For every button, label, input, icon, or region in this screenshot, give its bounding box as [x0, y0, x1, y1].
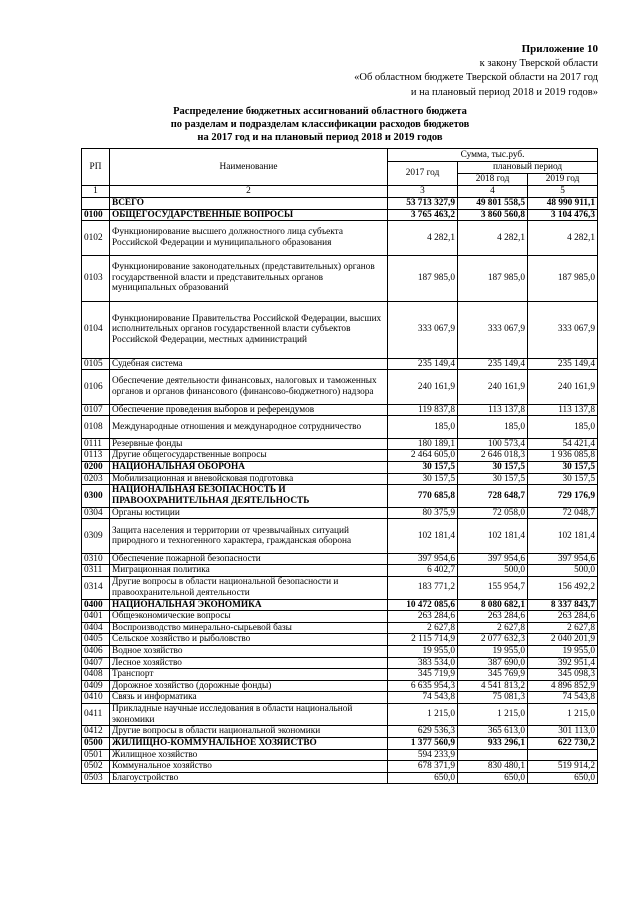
row-name: Дорожное хозяйство (дорожные фонды) — [110, 680, 388, 692]
row-value-2019: 500,0 — [528, 565, 598, 577]
row-value-2019: 3 104 476,3 — [528, 209, 598, 221]
appendix-header — [354, 42, 598, 100]
row-name: Функционирование высшего должностного лица субъекта Российской Федерации и муниципального образования — [110, 221, 388, 256]
table-row — [82, 761, 598, 773]
table-row — [82, 680, 598, 692]
row-value-2017: 6 635 954,3 — [388, 680, 458, 692]
row-code: 0412 — [82, 726, 110, 738]
row-value-2018: 100 573,4 — [458, 438, 528, 450]
document-title — [0, 105, 640, 144]
row-value-2019: 19 955,0 — [528, 645, 598, 657]
row-name: НАЦИОНАЛЬНАЯ БЕЗОПАСНОСТЬ И ПРАВООХРАНИТЕЛЬНАЯ ДЕЯТЕЛЬНОСТЬ — [110, 485, 388, 508]
row-value-2017: 30 157,5 — [388, 462, 458, 474]
row-value-2017: 30 157,5 — [388, 473, 458, 485]
row-code: 0108 — [82, 416, 110, 439]
row-value-2018: 4 282,1 — [458, 221, 528, 256]
row-name: Связь и информатика — [110, 692, 388, 704]
row-value-2018: 8 080 682,1 — [458, 599, 528, 611]
table-row — [82, 507, 598, 519]
row-name: Функционирование законодательных (представительных) органов государственной власти и представительных органов муниципальных образований — [110, 255, 388, 301]
row-value-2018: 3 860 560,8 — [458, 209, 528, 221]
row-value-2017: 185,0 — [388, 416, 458, 439]
row-value-2017: 235 149,4 — [388, 358, 458, 370]
row-value-2018: 830 480,1 — [458, 761, 528, 773]
row-name: ВСЕГО — [110, 198, 388, 210]
row-name: Общеэкономические вопросы — [110, 611, 388, 623]
row-value-2019: 519 914,2 — [528, 761, 598, 773]
row-value-2019: 185,0 — [528, 416, 598, 439]
row-value-2017: 2 627,8 — [388, 622, 458, 634]
table-row — [82, 221, 598, 256]
row-code: 0314 — [82, 577, 110, 600]
row-name: Судебная система — [110, 358, 388, 370]
table-row — [82, 565, 598, 577]
row-name: Функционирование Правительства Российской Федерации, высших исполнительных органов государственной власти субъектов Российской Федерации, местных администраций — [110, 301, 388, 358]
row-code: 0500 — [82, 737, 110, 749]
row-value-2017: 6 402,7 — [388, 565, 458, 577]
row-code: 0102 — [82, 221, 110, 256]
row-value-2018: 185,0 — [458, 416, 528, 439]
row-value-2018: 333 067,9 — [458, 301, 528, 358]
row-value-2017: 2 464 605,0 — [388, 450, 458, 462]
table-row — [82, 669, 598, 681]
table-row — [82, 611, 598, 623]
row-value-2017: 10 472 085,6 — [388, 599, 458, 611]
row-value-2017: 180 189,1 — [388, 438, 458, 450]
row-name: Жилищное хозяйство — [110, 749, 388, 761]
row-value-2018: 365 613,0 — [458, 726, 528, 738]
row-value-2017: 345 719,9 — [388, 669, 458, 681]
row-value-2019 — [528, 749, 598, 761]
row-value-2018: 263 284,6 — [458, 611, 528, 623]
row-value-2017: 1 215,0 — [388, 703, 458, 726]
row-code: 0411 — [82, 703, 110, 726]
row-name: НАЦИОНАЛЬНАЯ ЭКОНОМИКА — [110, 599, 388, 611]
appendix-line-1: к закону Тверской области — [479, 57, 598, 69]
row-value-2019: 2 040 201,9 — [528, 634, 598, 646]
row-code: 0502 — [82, 761, 110, 773]
table-row — [82, 416, 598, 439]
row-name: Обеспечение пожарной безопасности — [110, 553, 388, 565]
table-row — [82, 255, 598, 301]
row-value-2019: 102 181,4 — [528, 519, 598, 554]
row-value-2017: 629 536,3 — [388, 726, 458, 738]
row-value-2018: 30 157,5 — [458, 462, 528, 474]
row-name: Благоустройство — [110, 772, 388, 784]
row-value-2019: 48 990 911,1 — [528, 198, 598, 210]
row-value-2018: 2 627,8 — [458, 622, 528, 634]
header-2017: 2017 год — [388, 162, 458, 186]
row-value-2017: 1 377 560,9 — [388, 737, 458, 749]
header-num-3: 3 — [388, 186, 458, 198]
row-code: 0400 — [82, 599, 110, 611]
row-value-2019: 1 215,0 — [528, 703, 598, 726]
row-value-2019: 72 048,7 — [528, 507, 598, 519]
row-value-2019: 54 421,4 — [528, 438, 598, 450]
row-value-2019: 333 067,9 — [528, 301, 598, 358]
table-row — [82, 634, 598, 646]
row-value-2019: 8 337 843,7 — [528, 599, 598, 611]
row-code: 0105 — [82, 358, 110, 370]
row-code: 0104 — [82, 301, 110, 358]
table-row — [82, 485, 598, 508]
row-value-2018: 2 077 632,3 — [458, 634, 528, 646]
table-row — [82, 599, 598, 611]
row-value-2017: 650,0 — [388, 772, 458, 784]
table-row — [82, 622, 598, 634]
header-rp: РП — [82, 149, 110, 186]
table-row — [82, 645, 598, 657]
appendix-line-3: и на плановый период 2018 и 2019 годов» — [410, 86, 598, 98]
row-value-2017: 263 284,6 — [388, 611, 458, 623]
table-row — [82, 301, 598, 358]
table-row — [82, 737, 598, 749]
row-value-2017: 80 375,9 — [388, 507, 458, 519]
row-value-2019: 30 157,5 — [528, 473, 598, 485]
row-name: Транспорт — [110, 669, 388, 681]
table-row — [82, 473, 598, 485]
row-value-2018: 2 646 018,3 — [458, 450, 528, 462]
table-body — [82, 198, 598, 784]
header-sum: Сумма, тыс.руб. — [388, 149, 598, 162]
row-code: 0200 — [82, 462, 110, 474]
title-line-1: Распределение бюджетных ассигнований областного бюджета — [173, 106, 467, 117]
row-code: 0111 — [82, 438, 110, 450]
row-value-2018: 187 985,0 — [458, 255, 528, 301]
row-name: ОБЩЕГОСУДАРСТВЕННЫЕ ВОПРОСЫ — [110, 209, 388, 221]
row-value-2017: 3 765 463,2 — [388, 209, 458, 221]
budget-table — [81, 148, 598, 784]
row-name: Международные отношения и международное сотрудничество — [110, 416, 388, 439]
row-name: Другие вопросы в области национальной экономики — [110, 726, 388, 738]
header-2018: 2018 год — [458, 174, 528, 186]
header-num-5: 5 — [528, 186, 598, 198]
row-code: 0410 — [82, 692, 110, 704]
row-code: 0300 — [82, 485, 110, 508]
row-name: НАЦИОНАЛЬНАЯ ОБОРОНА — [110, 462, 388, 474]
table-row — [82, 519, 598, 554]
row-code: 0405 — [82, 634, 110, 646]
row-value-2018: 650,0 — [458, 772, 528, 784]
row-name: Миграционная политика — [110, 565, 388, 577]
row-name: ЖИЛИЩНО-КОММУНАЛЬНОЕ ХОЗЯЙСТВО — [110, 737, 388, 749]
row-name: Защита населения и территории от чрезвычайных ситуаций природного и техногенного характера, гражданская оборона — [110, 519, 388, 554]
table-row — [82, 772, 598, 784]
row-value-2017: 119 837,8 — [388, 404, 458, 416]
table-row — [82, 577, 598, 600]
table-row — [82, 726, 598, 738]
row-name: Сельское хозяйство и рыболовство — [110, 634, 388, 646]
table-header — [82, 149, 598, 198]
header-num-1: 1 — [82, 186, 110, 198]
row-value-2017: 383 534,0 — [388, 657, 458, 669]
table-row — [82, 438, 598, 450]
row-code: 0311 — [82, 565, 110, 577]
row-value-2017: 53 713 327,9 — [388, 198, 458, 210]
row-code: 0113 — [82, 450, 110, 462]
title-line-3: на 2017 год и на плановый период 2018 и 2019 годов — [197, 132, 443, 143]
table-row — [82, 209, 598, 221]
row-value-2019: 263 284,6 — [528, 611, 598, 623]
row-value-2018: 933 296,1 — [458, 737, 528, 749]
row-value-2017: 333 067,9 — [388, 301, 458, 358]
row-name: Резервные фонды — [110, 438, 388, 450]
row-value-2017: 397 954,6 — [388, 553, 458, 565]
row-value-2018: 397 954,6 — [458, 553, 528, 565]
row-code: 0103 — [82, 255, 110, 301]
row-value-2017: 678 371,9 — [388, 761, 458, 773]
row-value-2019: 74 543,8 — [528, 692, 598, 704]
row-code: 0408 — [82, 669, 110, 681]
row-value-2019: 30 157,5 — [528, 462, 598, 474]
table-row — [82, 703, 598, 726]
row-value-2019: 187 985,0 — [528, 255, 598, 301]
row-code: 0503 — [82, 772, 110, 784]
row-code: 0203 — [82, 473, 110, 485]
row-code: 0107 — [82, 404, 110, 416]
row-code: 0304 — [82, 507, 110, 519]
row-value-2017: 770 685,8 — [388, 485, 458, 508]
row-value-2019: 1 936 085,8 — [528, 450, 598, 462]
row-value-2018 — [458, 749, 528, 761]
appendix-line-2: «Об областном бюджете Тверской области на 2017 год — [354, 72, 598, 83]
row-value-2018: 30 157,5 — [458, 473, 528, 485]
row-code: 0404 — [82, 622, 110, 634]
row-value-2017: 2 115 714,9 — [388, 634, 458, 646]
row-name: Коммунальное хозяйство — [110, 761, 388, 773]
row-code: 0407 — [82, 657, 110, 669]
row-name: Воспроизводство минерально-сырьевой базы — [110, 622, 388, 634]
row-code: 0309 — [82, 519, 110, 554]
row-name: Другие общегосударственные вопросы — [110, 450, 388, 462]
header-plan-period: плановый период — [458, 162, 598, 174]
row-value-2018: 500,0 — [458, 565, 528, 577]
appendix-title: Приложение 10 — [521, 43, 598, 55]
row-value-2017: 187 985,0 — [388, 255, 458, 301]
row-value-2017: 240 161,9 — [388, 370, 458, 405]
row-value-2017: 594 233,9 — [388, 749, 458, 761]
row-value-2017: 183 771,2 — [388, 577, 458, 600]
header-2019: 2019 год — [528, 174, 598, 186]
row-value-2018: 1 215,0 — [458, 703, 528, 726]
table-row — [82, 657, 598, 669]
row-value-2017: 102 181,4 — [388, 519, 458, 554]
row-value-2018: 72 058,0 — [458, 507, 528, 519]
row-name: Обеспечение проведения выборов и референдумов — [110, 404, 388, 416]
row-code: 0100 — [82, 209, 110, 221]
table-row — [82, 692, 598, 704]
row-value-2018: 49 801 558,5 — [458, 198, 528, 210]
row-value-2017: 74 543,8 — [388, 692, 458, 704]
row-code: 0401 — [82, 611, 110, 623]
row-value-2019: 622 730,2 — [528, 737, 598, 749]
row-value-2019: 4 896 852,9 — [528, 680, 598, 692]
row-value-2017: 4 282,1 — [388, 221, 458, 256]
row-value-2018: 113 137,8 — [458, 404, 528, 416]
row-value-2019: 392 951,4 — [528, 657, 598, 669]
row-value-2019: 113 137,8 — [528, 404, 598, 416]
row-code: 0406 — [82, 645, 110, 657]
row-value-2019: 650,0 — [528, 772, 598, 784]
row-value-2019: 156 492,2 — [528, 577, 598, 600]
row-name: Лесное хозяйство — [110, 657, 388, 669]
row-value-2018: 345 769,9 — [458, 669, 528, 681]
row-value-2018: 4 541 813,2 — [458, 680, 528, 692]
row-value-2018: 240 161,9 — [458, 370, 528, 405]
row-value-2018: 102 181,4 — [458, 519, 528, 554]
row-name: Водное хозяйство — [110, 645, 388, 657]
table-row — [82, 462, 598, 474]
row-value-2019: 4 282,1 — [528, 221, 598, 256]
row-name: Органы юстиции — [110, 507, 388, 519]
row-value-2018: 75 081,3 — [458, 692, 528, 704]
table-row — [82, 370, 598, 405]
row-name: Прикладные научные исследования в области национальной экономики — [110, 703, 388, 726]
header-num-4: 4 — [458, 186, 528, 198]
row-name: Мобилизационная и вневойсковая подготовка — [110, 473, 388, 485]
row-code — [82, 198, 110, 210]
row-value-2019: 345 098,3 — [528, 669, 598, 681]
row-value-2019: 729 176,9 — [528, 485, 598, 508]
row-code: 0310 — [82, 553, 110, 565]
row-value-2019: 2 627,8 — [528, 622, 598, 634]
row-value-2017: 19 955,0 — [388, 645, 458, 657]
title-line-2: по разделам и подразделам классификации расходов бюджетов — [170, 119, 470, 130]
row-value-2018: 387 690,0 — [458, 657, 528, 669]
row-code: 0106 — [82, 370, 110, 405]
row-value-2019: 240 161,9 — [528, 370, 598, 405]
table-row — [82, 553, 598, 565]
row-value-2018: 155 954,7 — [458, 577, 528, 600]
row-value-2018: 19 955,0 — [458, 645, 528, 657]
row-value-2019: 301 113,0 — [528, 726, 598, 738]
table-row — [82, 749, 598, 761]
header-name: Наименование — [110, 149, 388, 186]
table-row — [82, 198, 598, 210]
table-row — [82, 450, 598, 462]
row-name: Обеспечение деятельности финансовых, налоговых и таможенных органов и органов финансового (финансово-бюджетного) надзора — [110, 370, 388, 405]
table-row — [82, 404, 598, 416]
row-value-2018: 728 648,7 — [458, 485, 528, 508]
row-value-2019: 235 149,4 — [528, 358, 598, 370]
table-row — [82, 358, 598, 370]
header-num-2: 2 — [110, 186, 388, 198]
row-value-2019: 397 954,6 — [528, 553, 598, 565]
row-name: Другие вопросы в области национальной безопасности и правоохранительной деятельности — [110, 577, 388, 600]
row-code: 0409 — [82, 680, 110, 692]
row-code: 0501 — [82, 749, 110, 761]
row-value-2018: 235 149,4 — [458, 358, 528, 370]
